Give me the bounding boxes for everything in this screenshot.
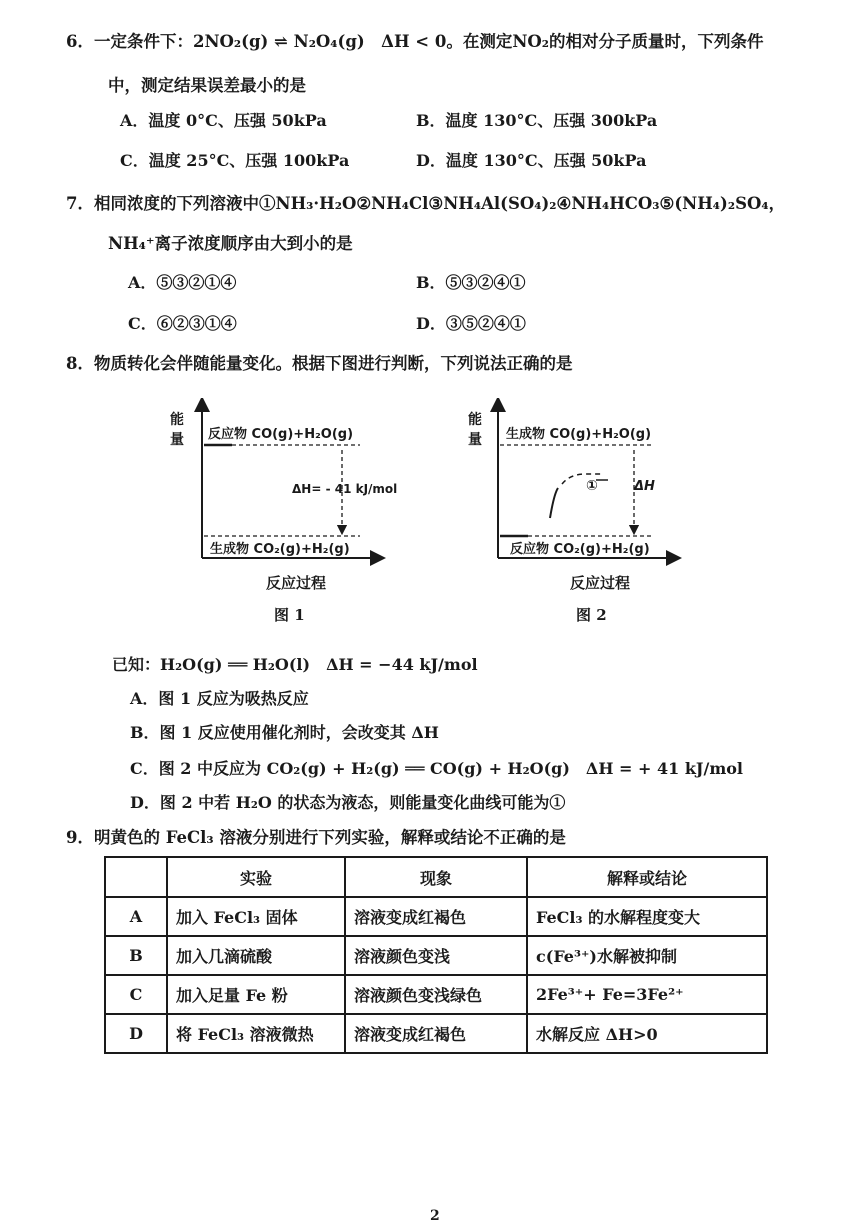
table-cell: 加入几滴硫酸 xyxy=(167,936,345,975)
q7-stem-line2: NH₄⁺离子浓度顺序由大到小的是 xyxy=(108,234,353,253)
table-cell: 溶液颜色变浅 xyxy=(345,936,527,975)
table-cell: 加入 FeCl₃ 固体 xyxy=(167,897,345,936)
fig1-top-label: 反应物 CO(g)+H₂O(g) xyxy=(208,427,354,442)
fig2-delta: ΔH xyxy=(634,479,655,494)
page-number: 2 xyxy=(430,1208,440,1224)
energy-curve xyxy=(550,488,558,518)
table-cell: FeCl₃ 的水解程度变大 xyxy=(527,897,767,936)
q6-option-b: B．温度 130°C、压强 300kPa xyxy=(416,111,658,130)
q9-table xyxy=(104,856,768,1054)
fig2-caption: 图 2 xyxy=(576,606,607,624)
table-cell: 2Fe³⁺+ Fe=3Fe²⁺ xyxy=(527,975,767,1014)
q6-stem-line1: 6．一定条件下：2NO₂(g) ⇌ N₂O₄(g) ΔH < 0。在测定NO₂的相对分子质量时，下列条件 xyxy=(66,32,764,51)
energy-diagram-1 xyxy=(160,398,400,598)
table-header: 现象 xyxy=(345,857,527,897)
q8-known: 已知：H₂O(g) ══ H₂O(l) ΔH = −44 kJ/mol xyxy=(112,655,478,674)
table-header xyxy=(105,857,167,897)
table-row xyxy=(105,975,767,1014)
fig2-top-label: 生成物 CO(g)+H₂O(g) xyxy=(506,427,652,442)
table-cell: 加入足量 Fe 粉 xyxy=(167,975,345,1014)
table-cell: c(Fe³⁺)水解被抑制 xyxy=(527,936,767,975)
table-cell: D xyxy=(105,1014,167,1053)
q6-option-d: D．温度 130°C、压强 50kPa xyxy=(416,151,647,170)
table-row xyxy=(105,1014,767,1053)
q8-option-d: D．图 2 中若 H₂O 的状态为液态，则能量变化曲线可能为① xyxy=(130,793,566,812)
y-axis-label-2: 量 xyxy=(468,432,482,448)
q6-option-c: C．温度 25°C、压强 100kPa xyxy=(120,151,350,170)
q7-option-b: B．⑤③②④① xyxy=(416,273,526,292)
q8-stem: 8．物质转化会伴随能量变化。根据下图进行判断，下列说法正确的是 xyxy=(66,354,573,373)
q6-option-a: A．温度 0°C、压强 50kPa xyxy=(120,111,327,130)
q8-option-a: A．图 1 反应为吸热反应 xyxy=(130,689,309,708)
fig1-x-axis-label: 反应过程 xyxy=(266,574,327,592)
table-cell: 溶液变成红褐色 xyxy=(345,897,527,936)
y-axis-label-1: 能 xyxy=(170,412,184,428)
fig1-caption: 图 1 xyxy=(274,606,305,624)
fig2-x-axis-label: 反应过程 xyxy=(570,574,631,592)
table-cell: C xyxy=(105,975,167,1014)
fig2-bottom-label: 反应物 CO₂(g)+H₂(g) xyxy=(510,542,650,557)
table-row xyxy=(105,897,767,936)
y-axis-label-1: 能 xyxy=(468,412,482,428)
q9-stem: 9．明黄色的 FeCl₃ 溶液分别进行下列实验，解释或结论不正确的是 xyxy=(66,828,566,847)
q7-option-c: C．⑥②③①④ xyxy=(128,314,237,333)
q7-stem-line1: 7．相同浓度的下列溶液中①NH₃·H₂O②NH₄Cl③NH₄Al(SO₄)₂④NH₄HCO₃⑤(NH₄)₂SO₄， xyxy=(66,194,786,213)
table-cell: A xyxy=(105,897,167,936)
table-cell: 溶液变成红褐色 xyxy=(345,1014,527,1053)
curve-mark: ① xyxy=(586,478,598,494)
table-cell: 溶液颜色变浅绿色 xyxy=(345,975,527,1014)
q7-option-a: A．⑤③②①④ xyxy=(128,273,237,292)
table-cell: 水解反应 ΔH>0 xyxy=(527,1014,767,1053)
table-cell: B xyxy=(105,936,167,975)
fig1-bottom-label: 生成物 CO₂(g)+H₂(g) xyxy=(210,542,350,557)
q8-option-b: B．图 1 反应使用催化剂时，会改变其 ΔH xyxy=(130,723,439,742)
fig1-delta: ΔH= - 41 kJ/mol xyxy=(292,482,398,496)
table-header: 实验 xyxy=(167,857,345,897)
table-header-row xyxy=(105,857,767,897)
table-row xyxy=(105,936,767,975)
q6-stem-line2: 中，测定结果误差最小的是 xyxy=(108,76,306,95)
table-cell: 将 FeCl₃ 溶液微热 xyxy=(167,1014,345,1053)
y-axis-label-2: 量 xyxy=(170,432,184,448)
table-header: 解释或结论 xyxy=(527,857,767,897)
q7-option-d: D．③⑤②④① xyxy=(416,314,526,333)
q8-option-c: C．图 2 中反应为 CO₂(g) + H₂(g) ══ CO(g) + H₂O(g) ΔH = + 41 kJ/mol xyxy=(130,759,744,778)
energy-diagram-2 xyxy=(462,398,702,598)
